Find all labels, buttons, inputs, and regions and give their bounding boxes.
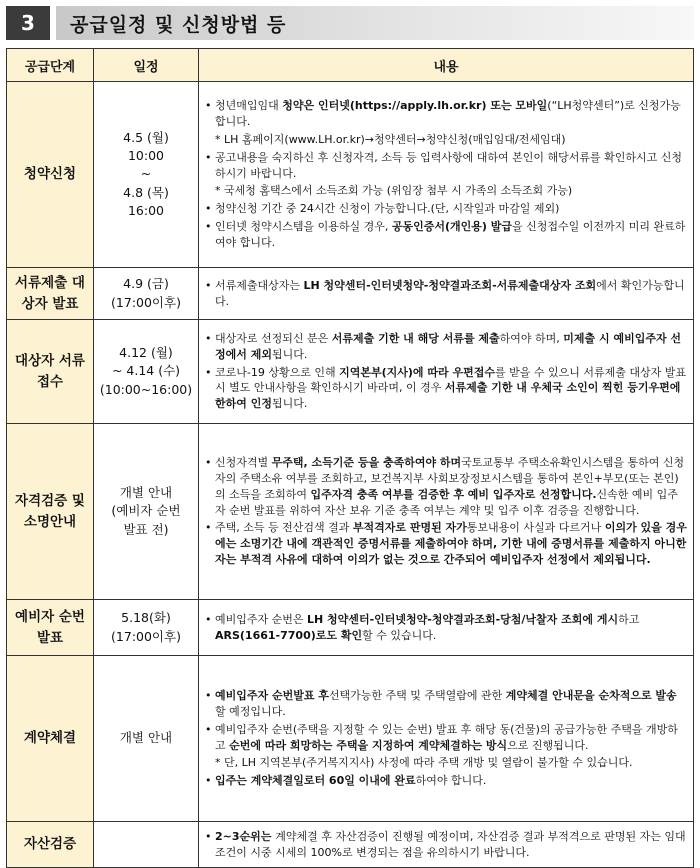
body-text: 청년매입임대 (215, 98, 283, 112)
body-text: 에서 확인가능합니다. (215, 278, 685, 308)
emphasis-text: 예비입주자 순번발표 후 (215, 688, 329, 702)
bullet-item (203, 331, 687, 363)
section-title: 공급일정 및 신청방법 등 (56, 6, 694, 40)
date-cell (94, 822, 199, 868)
date-cell (94, 600, 199, 656)
body-text: * 단, LH 지역본부(주거복지지사) 사정에 따라 주택 개방 및 열람이 불가할 수 있습니다. (215, 756, 633, 770)
date-line: 4.9 (금) (123, 276, 169, 292)
bullet-item (203, 455, 687, 519)
body-text: 계약체결 후 자산검증이 진행될 예정이며, 자산검증 결과 부적격으로 판명된 자는 임대조건이 시중 시세의 100%로 변경되는 점을 유의하시기 바랍니다. (215, 829, 686, 859)
body-text: 를 받을 수 있으니 서류제출 대상자 발표 시 별도 안내사항을 확인하시기 바라며, 이 경우 (215, 365, 686, 395)
date-line: 16:00 (127, 202, 165, 218)
date-cell (94, 82, 199, 268)
content-cell (199, 320, 694, 424)
content-cell (199, 600, 694, 656)
date-line: (17:00이후) (111, 628, 181, 644)
bullet-item (203, 829, 687, 861)
bullet-item (203, 365, 687, 413)
emphasis-text: 계약체결 안내문을 순차적으로 발송 (505, 688, 677, 702)
table-row (7, 600, 694, 656)
emphasis-text: 미제출 시 예비입주자 선정에서 제외 (215, 331, 682, 361)
date-line: (예비자 순번 (111, 503, 181, 519)
body-text: * LH 홈페이지(www.LH.or.kr)→청약센터→청약신청(매입임대/전세임대) (215, 132, 566, 146)
stage-cell (7, 822, 94, 868)
table-row (7, 656, 694, 822)
date-line: 4.12 (월) (119, 345, 173, 361)
stage-label: 청약신청 (23, 166, 77, 183)
emphasis-text: ARS(1661-7700)로도 확인 (215, 628, 363, 642)
header-content: 내용 (199, 49, 694, 82)
date-line: 10:00 (127, 148, 165, 164)
date-line: 4.8 (목) (123, 184, 169, 200)
emphasis-text: 서류제출 기한 내 해당 서류를 제출 (331, 331, 500, 345)
body-text: 통보내용이 사실과 다르거나 (466, 521, 605, 535)
stage-label: 계약체결 (23, 730, 77, 747)
body-text: 선택가능한 주택 및 주택열람에 관한 (328, 688, 506, 702)
date-line: (10:00~16:00) (99, 381, 193, 397)
body-text: 할 예정입니다. (215, 704, 286, 718)
table-row (7, 82, 694, 268)
body-text: 코로나-19 상황으로 인해 (215, 365, 340, 379)
date-line: (17:00이후) (111, 294, 181, 310)
emphasis-text: 청약은 인터넷(https://apply.lh.or.kr) 또는 모바일 (282, 98, 548, 112)
table-row (7, 424, 694, 600)
body-text: (“LH청약센터”)로 신청가능 합니다. (215, 98, 681, 128)
note-line (203, 755, 687, 771)
emphasis-text: 이의가 있을 경우에는 소명기간 내에 객관적인 증명서류를 제출하여야 하며, 기한 내에 증명서류를 제출하지 아니한 자는 부적격 사유에 대하여 이의가 없는 것으로 간주되어 예비입주자 선정에서 제외됩니다. (215, 521, 687, 567)
bullet-item (203, 98, 687, 130)
stage-label: 자산검증 (23, 836, 77, 853)
schedule-table (6, 48, 694, 868)
date-line: 개별 안내 (119, 730, 173, 746)
table-row (7, 268, 694, 320)
header-date: 일정 (94, 49, 199, 82)
body-text: 하여야 합니다. (415, 774, 487, 788)
body-text: 예비입주자 순번은 (215, 612, 308, 626)
body-text: 됩니다. (271, 347, 308, 361)
date-line: 4.5 (월) (123, 130, 169, 146)
date-cell (94, 320, 199, 424)
bullet-item (203, 219, 687, 251)
stage-cell (7, 600, 94, 656)
bullet-item (203, 688, 687, 720)
bullet-item (203, 520, 687, 568)
table-row (7, 320, 694, 424)
stage-cell (7, 268, 94, 320)
emphasis-text: 부적격자로 판명된 자가 (352, 521, 467, 535)
section-number: 3 (6, 6, 50, 40)
body-text: 을 신청접수일 이전까지 미리 완료하여야 합니다. (215, 220, 686, 250)
body-text: 하여야 하며, (499, 331, 564, 345)
table-body (7, 82, 694, 868)
emphasis-text: LH 청약센터-인터넷청약-청약결과조회-서류제출대상자 조회 (303, 278, 597, 292)
body-text: 됩니다. (271, 397, 308, 411)
content-cell (199, 424, 694, 600)
note-line (203, 183, 687, 199)
body-text: 하고 (618, 612, 640, 626)
table-header-row (7, 49, 694, 82)
body-text: 청약신청 기간 중 24시간 신청이 가능합니다.(단, 시작일과 마감일 제외) (215, 202, 560, 216)
stage-cell (7, 320, 94, 424)
emphasis-text: 순번에 따라 희망하는 주택을 지정하여 계약체결하는 방식 (229, 738, 508, 752)
emphasis-text: 입주는 계약체결일로터 60일 이내에 완료 (215, 774, 416, 788)
emphasis-text: 입주자격 충족 여부를 검증한 후 예비 입주자로 선정합니다. (310, 487, 597, 501)
content-cell (199, 822, 694, 868)
date-line: 개별 안내 (119, 485, 173, 501)
stage-cell (7, 424, 94, 600)
section-header (6, 3, 694, 43)
date-line: ~ 4.14 (수) (111, 363, 181, 379)
bullet-item (203, 201, 687, 217)
bullet-item (203, 150, 687, 182)
table-row (7, 822, 694, 868)
bullet-item (203, 773, 687, 789)
body-text: 공고내용을 숙지하신 후 신청자격, 소득 등 입력사항에 대하여 본인이 해당서류를 확인하시고 신청하시기 바랍니다. (215, 150, 682, 180)
body-text: 서류제출대상자는 (215, 278, 304, 292)
body-text: 대상자로 선정되신 분은 (215, 331, 332, 345)
content-cell (199, 656, 694, 822)
emphasis-text: 무주택, 소득기준 등을 충족하여야 하며 (271, 455, 462, 469)
emphasis-text: 공동인증서(개인용) 발급 (391, 220, 513, 234)
body-text: 할 수 있습니다. (362, 628, 437, 642)
stage-cell (7, 82, 94, 268)
stage-label: 예비자 순번 발표 (15, 609, 85, 646)
body-text: 신청자격별 (215, 455, 272, 469)
body-text: 국토교통부 주택소유확인시스템을 통하여 신청자의 주택소유 여부를 조회하고, 보건복지부 사회보장정보시스템을 통하여 본인+부모(또는 본인)의 소득을 조회하여 (215, 455, 685, 501)
date-line: ~ (140, 166, 152, 182)
content-cell (199, 82, 694, 268)
emphasis-text: 2~3순위는 (215, 829, 276, 843)
stage-cell (7, 656, 94, 822)
bullet-item (203, 612, 687, 644)
body-text: 인터넷 청약시스템을 이용하실 경우, (215, 220, 392, 234)
body-text: 주택, 소득 등 전산검색 결과 (215, 521, 353, 535)
bullet-item (203, 722, 687, 754)
stage-label: 대상자 서류접수 (15, 353, 85, 390)
header-stage: 공급단계 (7, 49, 94, 82)
stage-label: 자격검증 및 소명안내 (15, 493, 85, 530)
body-text: 신속한 예비 입주자 순번 발표를 위하여 자산 보유 기준 충족 여부는 계약 및 입주 이후 검증을 진행합니다. (215, 487, 678, 517)
date-cell (94, 268, 199, 320)
bullet-item (203, 278, 687, 310)
emphasis-text: LH 청약센터-인터넷청약-청약결과조회-당첨/낙찰자 조회에 게시 (307, 612, 619, 626)
date-cell (94, 656, 199, 822)
date-line: 5.18(화) (121, 610, 171, 626)
emphasis-text: 서류제출 기한 내 우체국 소인이 찍힌 등기우편에 한하여 인정 (215, 381, 681, 411)
date-line: 발표 전) (123, 521, 169, 537)
content-cell (199, 268, 694, 320)
body-text: * 국세청 홈택스에서 소득조회 가능 (위임장 첨부 시 가족의 소득조회 가능) (215, 184, 573, 198)
note-line (203, 132, 687, 148)
stage-label: 서류제출 대상자 발표 (15, 275, 85, 312)
emphasis-text: 지역본부(지사)에 따라 우편접수 (339, 365, 495, 379)
body-text: 예비입주자 순번(주택을 지정할 수 있는 순번) 발표 후 해당 동(건물)의 공급가능한 주택을 개방하고 (215, 722, 678, 752)
body-text: 으로 진행됩니다. (507, 738, 589, 752)
date-cell (94, 424, 199, 600)
